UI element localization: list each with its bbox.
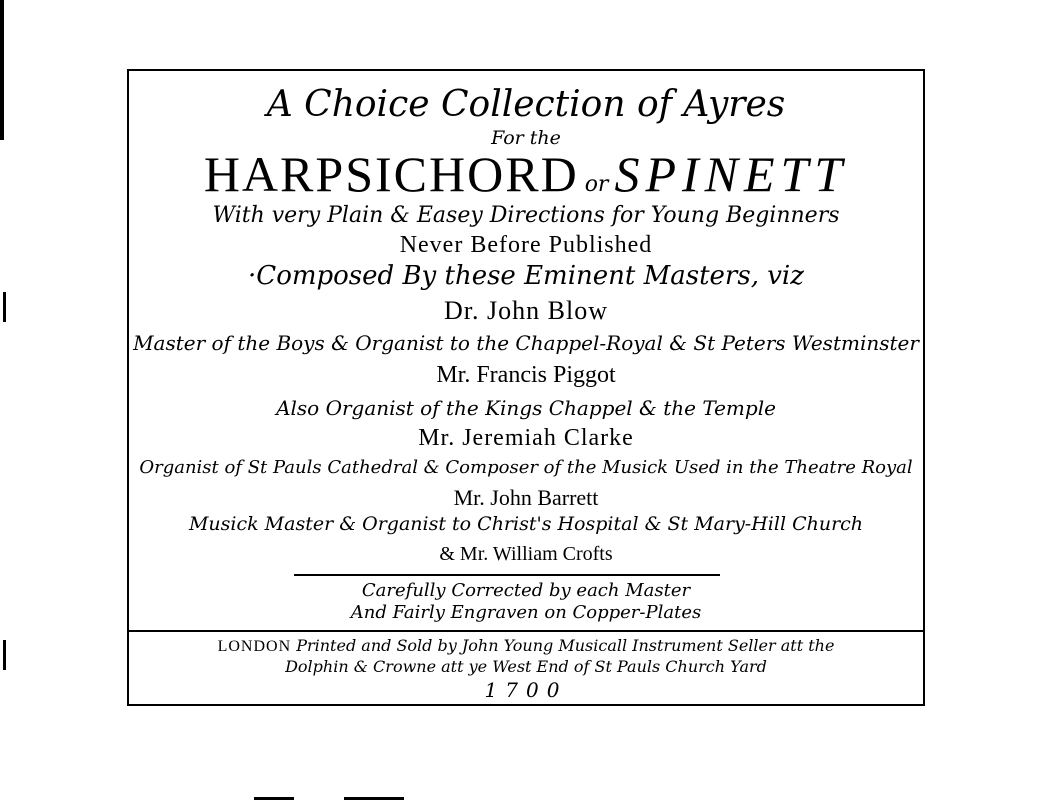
composer-name: & Mr. William Crofts	[439, 543, 613, 565]
composer-post: Organist of St Pauls Cathedral & Composer of the Musick Used in the Theatre Royal	[139, 457, 913, 478]
title-page-frame	[127, 69, 925, 706]
imprint-printed: Printed and Sold by John Young Musicall Instrument Seller att the	[296, 636, 835, 655]
instrument-or: or	[584, 172, 609, 197]
instrument-spinett: SPINETT	[614, 146, 849, 202]
imprint-year: 1700	[484, 678, 568, 702]
composer-name: Mr. John Barrett	[453, 485, 599, 510]
imprint-line-1	[129, 638, 923, 655]
composer-post: Master of the Boys & Organist to the Chappel-Royal & St Peters Westminster	[133, 331, 919, 355]
instrument-harpsichord: HARPSICHORD	[203, 146, 579, 202]
subtitle-never-published: Never Before Published	[399, 232, 653, 258]
for-the-line: For the	[491, 127, 561, 149]
composer-post: Also Organist of the Kings Chappel & the Temple	[276, 396, 776, 420]
composer-name: Mr. Francis Piggot	[436, 362, 616, 388]
imprint-line-2: Dolphin & Crowne att ye West End of St Pauls Church Yard	[285, 657, 767, 676]
composer-name: Dr. John Blow	[444, 296, 608, 325]
note-corrected: Carefully Corrected by each Master	[361, 580, 691, 601]
left-edge-mark	[0, 0, 4, 140]
composer-name: Mr. Jeremiah Clarke	[418, 425, 634, 451]
imprint-box	[129, 630, 923, 706]
instrument-line	[129, 146, 923, 202]
composed-by-line: ·Composed By these Eminent Masters, viz	[248, 261, 804, 291]
divider-rule	[294, 574, 720, 576]
left-edge-mark	[3, 640, 6, 670]
note-engraven: And Fairly Engraven on Copper-Plates	[350, 602, 702, 623]
left-edge-mark	[3, 292, 6, 322]
composer-post: Musick Master & Organist to Christ's Hospital & St Mary-Hill Church	[188, 513, 864, 535]
subtitle-directions: With very Plain & Easey Directions for Young Beginners	[212, 203, 840, 228]
imprint-london: LONDON	[217, 638, 292, 655]
title-line: A Choice Collection of Ayres	[266, 84, 786, 125]
